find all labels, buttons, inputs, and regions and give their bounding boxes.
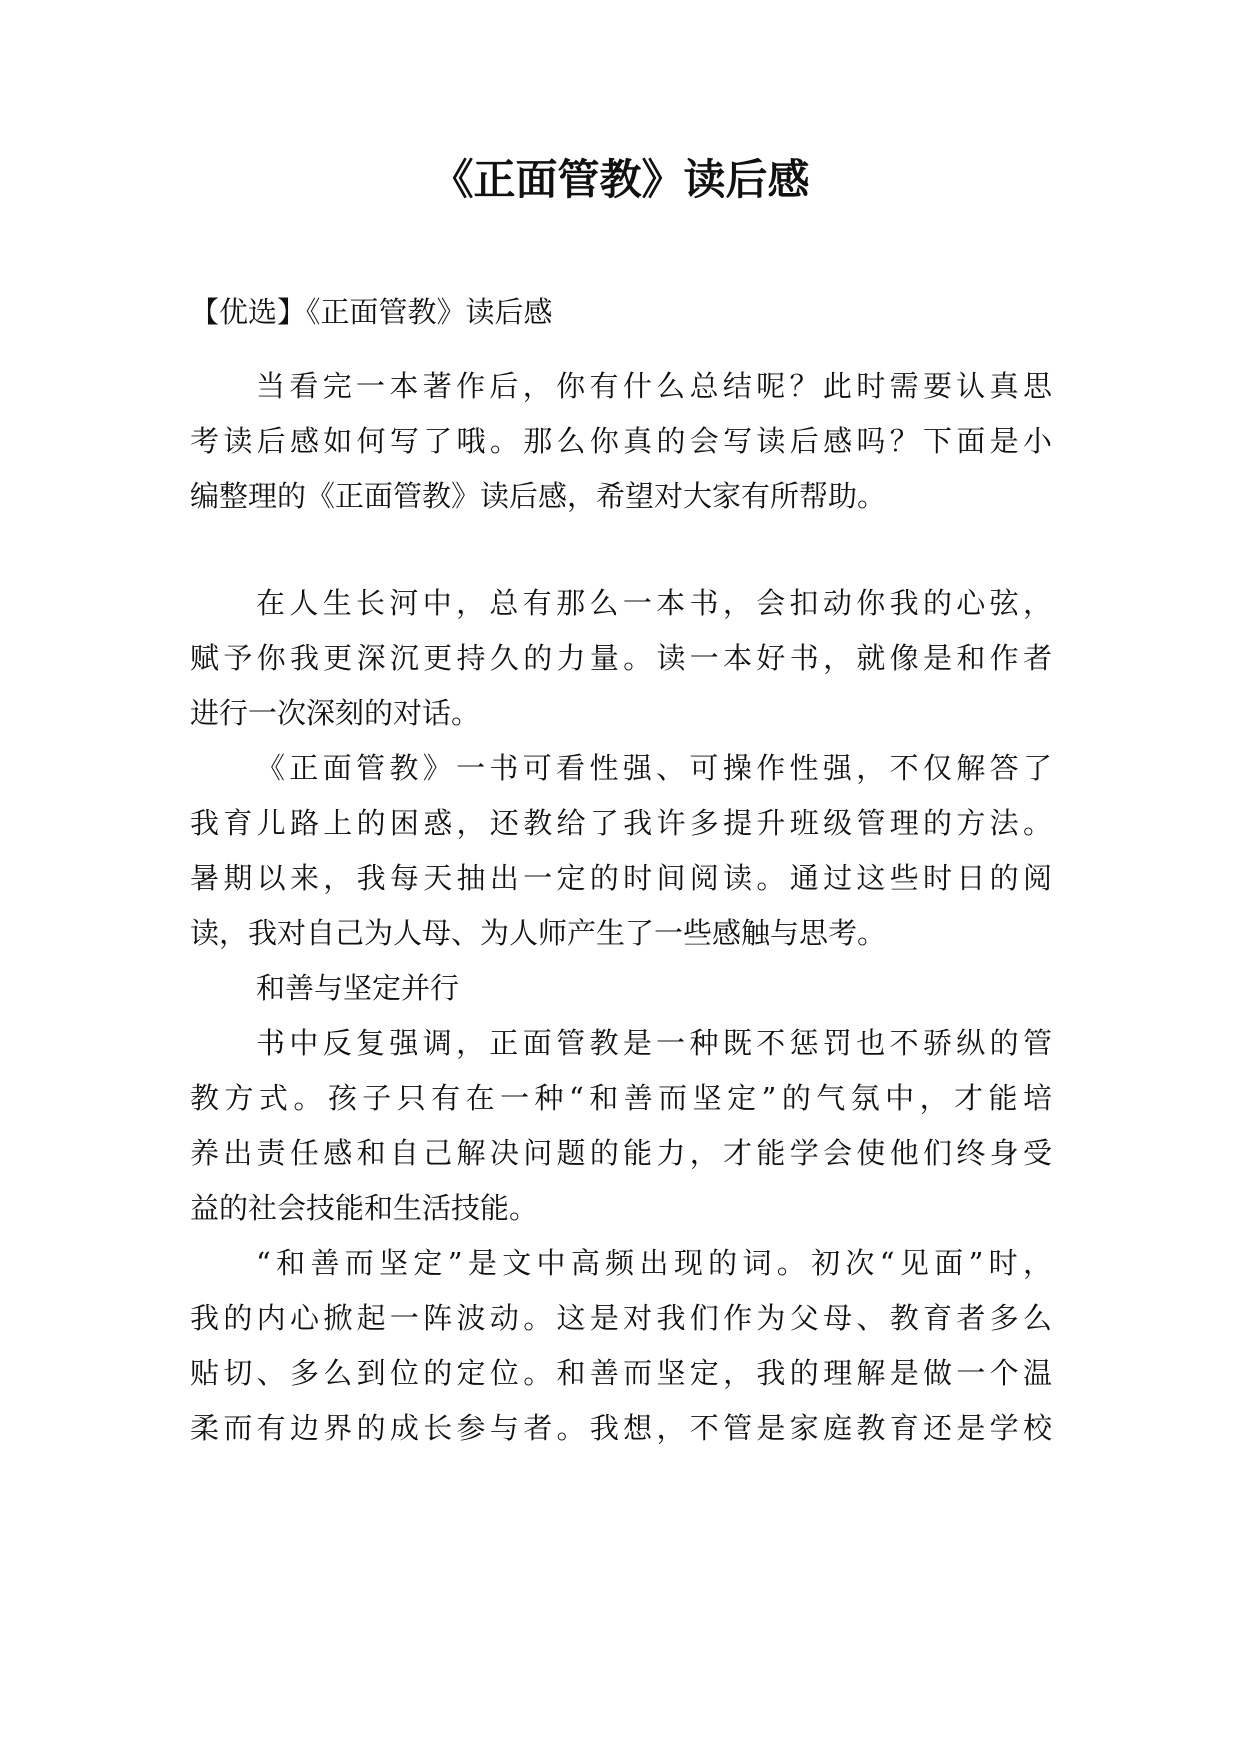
paragraph-line: 读，我对自己为人母、为人师产生了一些感触与思考。 <box>190 916 887 950</box>
document-title: 《正面管教》读后感 <box>431 155 810 204</box>
paragraph-line: 进行一次深刻的对话。 <box>190 696 481 730</box>
section-heading: 和善与坚定并行 <box>256 971 460 1005</box>
paragraph-line: 考读后感如何写了哦。那么你真的会写读后感吗？下面是小 <box>190 424 1052 458</box>
paragraph-line: 在人生长河中，总有那么一本书，会扣动你我的心弦， <box>256 586 1052 620</box>
paragraph-line: “和善而坚定”是文中高频出现的词。初次“见面”时， <box>256 1246 1052 1280</box>
paragraph-line: 贴切、多么到位的定位。和善而坚定，我的理解是做一个温 <box>190 1356 1052 1390</box>
paragraph-line: 《正面管教》一书可看性强、可操作性强，不仅解答了 <box>256 751 1052 785</box>
paragraph-line: 我育儿路上的困惑，还教给了我许多提升班级管理的方法。 <box>190 806 1052 840</box>
paragraph-line: 养出责任感和自己解决问题的能力，才能学会使他们终身受 <box>190 1136 1052 1170</box>
paragraph-line: 编整理的《正面管教》读后感，希望对大家有所帮助。 <box>190 479 887 513</box>
document-subtitle: 【优选】《正面管教》读后感 <box>190 295 553 329</box>
paragraph-line: 暑期以来，我每天抽出一定的时间阅读。通过这些时日的阅 <box>190 861 1052 895</box>
paragraph-line: 书中反复强调，正面管教是一种既不惩罚也不骄纵的管 <box>256 1026 1052 1060</box>
paragraph-line: 教方式。孩子只有在一种“和善而坚定”的气氛中，才能培 <box>190 1081 1052 1115</box>
paragraph-line: 益的社会技能和生活技能。 <box>190 1191 539 1225</box>
paragraph-line: 柔而有边界的成长参与者。我想，不管是家庭教育还是学校 <box>190 1411 1052 1445</box>
paragraph-line: 赋予你我更深沉更持久的力量。读一本好书，就像是和作者 <box>190 641 1052 675</box>
paragraph-line: 当看完一本著作后，你有什么总结呢？此时需要认真思 <box>256 369 1052 403</box>
paragraph-line: 我的内心掀起一阵波动。这是对我们作为父母、教育者多么 <box>190 1301 1052 1335</box>
